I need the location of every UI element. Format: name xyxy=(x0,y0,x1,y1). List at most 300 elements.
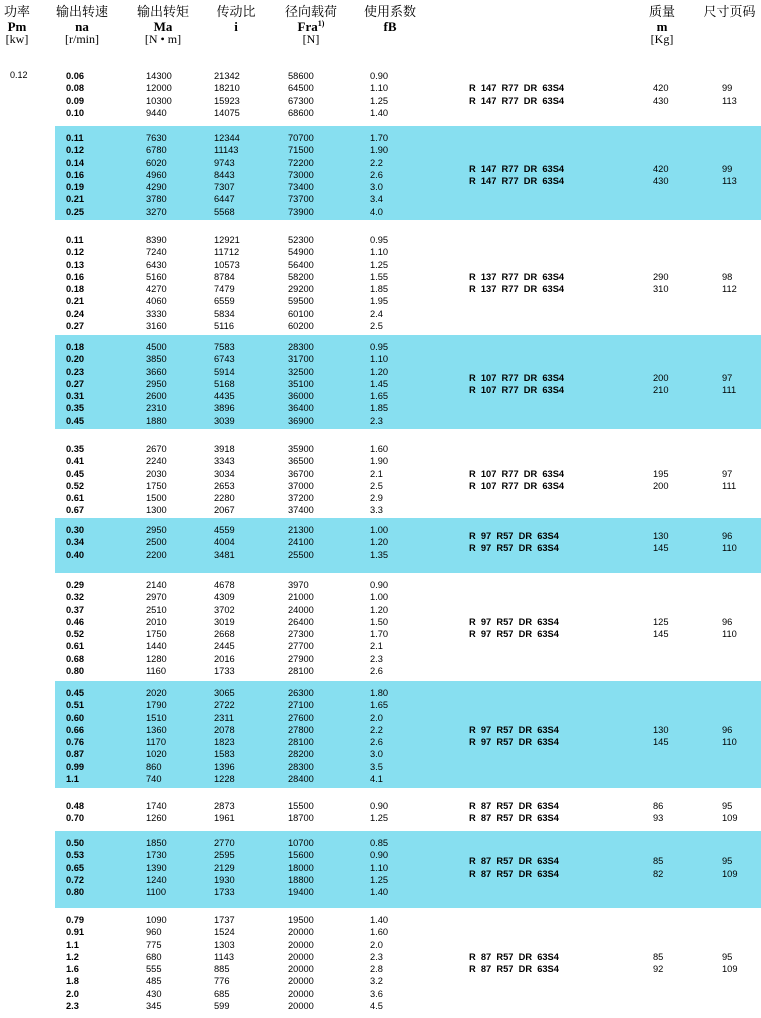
model-cell: R 147 R77 DR 63S4 xyxy=(469,176,565,187)
fb-cell: 0.90 xyxy=(370,801,389,811)
model-cell: R 107 R77 DR 63S4 xyxy=(469,372,565,383)
na-cell: 0.12 xyxy=(66,145,85,156)
na-cell: 0.10 xyxy=(66,107,85,118)
mass-cell: 200 xyxy=(653,480,669,491)
mass-cell: 93 xyxy=(653,813,664,824)
ma-cell: 4500 xyxy=(146,342,167,352)
data-group xyxy=(0,64,761,118)
mass-header xyxy=(640,6,684,46)
model-cell: R 147 R77 DR 63S4 xyxy=(469,83,565,94)
i-cell: 4435 xyxy=(214,391,235,402)
mass-cell: 200 xyxy=(653,372,669,383)
model-cell: R 97 R57 DR 63S4 xyxy=(469,543,559,554)
na-cell: 1.2 xyxy=(66,951,79,962)
ma-column xyxy=(146,914,167,1012)
ma-cell: 1880 xyxy=(146,415,167,426)
page-cell: 113 xyxy=(722,176,737,187)
ma-column xyxy=(146,800,167,825)
na-cell: 0.50 xyxy=(66,838,85,848)
i-column xyxy=(214,687,235,785)
fra-cell: 20000 xyxy=(288,951,314,962)
na-cell: 0.41 xyxy=(66,456,85,467)
data-group xyxy=(55,126,761,220)
mass-cell: 92 xyxy=(653,964,664,975)
model-column xyxy=(469,951,559,976)
na-cell: 0.40 xyxy=(66,549,85,560)
fra-cell: 36900 xyxy=(288,415,314,426)
na-column xyxy=(66,687,84,785)
mass-cell: 195 xyxy=(653,468,669,479)
data-group xyxy=(55,681,761,788)
fb-cell: 1.85 xyxy=(370,284,389,295)
na-cell: 1.8 xyxy=(66,976,79,987)
ma-cell: 2240 xyxy=(146,456,167,467)
page-column xyxy=(722,163,737,188)
na-cell: 0.16 xyxy=(66,271,85,282)
fb-cell: 2.3 xyxy=(370,415,383,426)
ma-cell: 1790 xyxy=(146,700,167,711)
factor-header-label: 使用系数 xyxy=(363,5,416,20)
fb-cell: 1.25 xyxy=(370,813,389,824)
i-cell: 1930 xyxy=(214,874,235,885)
ma-cell: 1280 xyxy=(146,653,167,664)
fb-cell: 1.20 xyxy=(370,537,389,548)
ma-cell: 1750 xyxy=(146,480,167,491)
fra-cell: 60200 xyxy=(288,321,314,332)
speed-header xyxy=(48,6,116,46)
power-header-symbol: Pm xyxy=(7,19,27,34)
fra-cell: 64500 xyxy=(288,83,314,94)
i-cell: 3343 xyxy=(214,456,235,467)
fra-cell: 15500 xyxy=(288,801,314,811)
ma-cell: 1360 xyxy=(146,724,167,735)
na-cell: 0.80 xyxy=(66,666,85,677)
fb-cell: 1.65 xyxy=(370,391,389,402)
i-cell: 5116 xyxy=(214,321,234,332)
speed-header-label: 输出转速 xyxy=(55,5,108,20)
ma-cell: 1240 xyxy=(146,874,167,885)
na-cell: 0.68 xyxy=(66,653,85,664)
ma-cell: 2020 xyxy=(146,688,167,698)
i-cell: 1396 xyxy=(214,761,235,772)
fb-cell: 1.40 xyxy=(370,915,389,925)
page-header xyxy=(698,6,761,20)
ma-column xyxy=(146,234,167,332)
i-cell: 5834 xyxy=(214,308,235,319)
page-cell: 112 xyxy=(722,284,737,295)
mass-cell: 430 xyxy=(653,95,669,106)
model-cell: R 87 R57 DR 63S4 xyxy=(469,951,559,962)
na-cell: 0.20 xyxy=(66,354,85,365)
model-cell: R 97 R57 DR 63S4 xyxy=(469,724,559,735)
i-cell: 685 xyxy=(214,988,230,999)
model-cell: R 87 R57 DR 63S4 xyxy=(469,856,559,867)
ma-cell: 4060 xyxy=(146,296,167,307)
ma-cell: 1160 xyxy=(146,666,166,677)
ratio-header-symbol: i xyxy=(234,19,238,34)
fra-cell: 36500 xyxy=(288,456,314,467)
fb-cell: 1.55 xyxy=(370,271,389,282)
mass-column xyxy=(653,724,669,749)
i-cell: 18210 xyxy=(214,83,240,94)
page-cell: 99 xyxy=(722,83,733,94)
data-group xyxy=(0,573,761,675)
page-cell: 96 xyxy=(722,724,733,735)
i-cell: 3702 xyxy=(214,604,235,615)
na-cell: 0.21 xyxy=(66,194,85,205)
fb-column xyxy=(370,914,388,1012)
i-cell: 4678 xyxy=(214,580,235,590)
fb-cell: 2.3 xyxy=(370,951,383,962)
model-cell: R 137 R77 DR 63S4 xyxy=(469,271,565,282)
fra-cell: 73000 xyxy=(288,169,314,180)
i-cell: 6447 xyxy=(214,194,235,205)
na-cell: 0.35 xyxy=(66,444,85,454)
page-cell: 110 xyxy=(722,629,737,640)
fra-cell: 72200 xyxy=(288,157,314,168)
ma-cell: 14300 xyxy=(146,71,172,81)
i-cell: 10573 xyxy=(214,259,240,270)
mass-cell: 210 xyxy=(653,385,669,396)
data-group xyxy=(55,831,761,908)
i-cell: 1303 xyxy=(214,939,235,950)
mass-column xyxy=(653,855,663,880)
i-cell: 1733 xyxy=(214,887,235,898)
mass-column xyxy=(653,372,669,397)
fra-column xyxy=(288,70,314,119)
fb-cell: 4.1 xyxy=(370,774,383,785)
mass-cell: 82 xyxy=(653,868,664,879)
na-cell: 0.11 xyxy=(66,133,84,143)
i-cell: 3896 xyxy=(214,403,235,414)
ma-column xyxy=(146,443,167,517)
ma-cell: 5160 xyxy=(146,271,167,282)
i-cell: 2016 xyxy=(214,653,235,664)
ma-cell: 2670 xyxy=(146,444,167,454)
data-group xyxy=(0,794,761,831)
i-cell: 885 xyxy=(214,964,230,975)
page-column xyxy=(722,530,737,555)
fra-column xyxy=(288,341,314,427)
i-cell: 4004 xyxy=(214,537,235,548)
na-cell: 0.52 xyxy=(66,480,85,491)
fb-column xyxy=(370,579,388,677)
fra-cell: 27900 xyxy=(288,653,314,664)
ma-cell: 2010 xyxy=(146,616,167,627)
na-cell: 0.52 xyxy=(66,629,85,640)
i-cell: 2129 xyxy=(214,862,235,873)
fra-cell: 25500 xyxy=(288,549,314,560)
na-cell: 0.34 xyxy=(66,537,85,548)
fb-column xyxy=(370,341,388,427)
ma-cell: 430 xyxy=(146,988,162,999)
mass-column xyxy=(653,800,663,825)
mass-cell: 145 xyxy=(653,629,669,640)
fra-cell: 15600 xyxy=(288,850,314,861)
ma-column xyxy=(146,341,167,427)
ma-cell: 10300 xyxy=(146,95,172,106)
fra-column xyxy=(288,687,314,785)
mass-column xyxy=(653,163,669,188)
ma-cell: 680 xyxy=(146,951,162,962)
i-cell: 4309 xyxy=(214,592,235,603)
na-cell: 0.23 xyxy=(66,366,85,377)
i-cell: 1228 xyxy=(214,774,235,785)
i-cell: 5568 xyxy=(214,206,235,217)
mass-cell: 430 xyxy=(653,176,669,187)
fra-cell: 20000 xyxy=(288,988,314,999)
na-cell: 0.11 xyxy=(66,235,84,245)
ma-cell: 6430 xyxy=(146,259,167,270)
fb-cell: 3.0 xyxy=(370,182,383,193)
fra-cell: 20000 xyxy=(288,927,314,938)
i-cell: 3065 xyxy=(214,688,235,698)
radial-header xyxy=(278,6,344,46)
page-cell: 98 xyxy=(722,271,733,282)
fb-cell: 1.00 xyxy=(370,592,389,603)
na-cell: 0.48 xyxy=(66,801,85,811)
ma-cell: 3330 xyxy=(146,308,167,319)
power-header-label: 功率 xyxy=(3,5,30,20)
i-column xyxy=(214,341,235,427)
fb-cell: 4.0 xyxy=(370,206,383,217)
na-cell: 0.99 xyxy=(66,761,85,772)
fb-cell: 0.85 xyxy=(370,838,389,848)
na-column xyxy=(66,443,84,517)
i-cell: 4559 xyxy=(214,525,235,535)
model-cell: R 97 R57 DR 63S4 xyxy=(469,616,559,627)
mass-cell: 125 xyxy=(653,616,669,627)
na-cell: 0.08 xyxy=(66,83,85,94)
ma-cell: 860 xyxy=(146,761,162,772)
fb-cell: 3.0 xyxy=(370,749,383,760)
fra-cell: 27300 xyxy=(288,629,314,640)
fra-cell: 37000 xyxy=(288,480,314,491)
i-cell: 2067 xyxy=(214,505,235,516)
fra-cell: 20000 xyxy=(288,964,314,975)
fra-cell: 18700 xyxy=(288,813,314,824)
ma-cell: 1260 xyxy=(146,813,167,824)
page-cell: 111 xyxy=(722,385,737,396)
na-cell: 0.35 xyxy=(66,403,85,414)
i-column xyxy=(214,234,240,332)
fb-cell: 2.4 xyxy=(370,308,383,319)
fb-cell: 2.8 xyxy=(370,964,383,975)
na-cell: 0.32 xyxy=(66,592,85,603)
i-cell: 9743 xyxy=(214,157,235,168)
i-cell: 7583 xyxy=(214,342,235,352)
ma-cell: 3850 xyxy=(146,354,167,365)
fb-cell: 1.40 xyxy=(370,107,389,118)
ma-cell: 2600 xyxy=(146,391,167,402)
i-cell: 6559 xyxy=(214,296,235,307)
fra-cell: 58600 xyxy=(288,71,314,81)
mass-cell: 85 xyxy=(653,856,664,867)
fra-cell: 73400 xyxy=(288,182,314,193)
fra-cell: 35100 xyxy=(288,378,314,389)
na-cell: 0.19 xyxy=(66,182,85,193)
ma-cell: 775 xyxy=(146,939,162,950)
na-cell: 0.51 xyxy=(66,700,85,711)
page-cell: 111 xyxy=(722,480,737,491)
ma-cell: 12000 xyxy=(146,83,172,94)
na-cell: 0.72 xyxy=(66,874,85,885)
ma-cell: 6780 xyxy=(146,145,167,156)
i-cell: 21342 xyxy=(214,71,240,81)
fra-cell: 59500 xyxy=(288,296,314,307)
data-group xyxy=(0,908,761,1018)
fb-cell: 0.95 xyxy=(370,235,389,245)
mass-column xyxy=(653,468,669,493)
ma-column xyxy=(146,132,167,218)
mass-column xyxy=(653,616,669,641)
fb-column xyxy=(370,234,388,332)
fb-cell: 1.35 xyxy=(370,549,389,560)
i-cell: 2280 xyxy=(214,493,235,504)
fra-cell: 60100 xyxy=(288,308,314,319)
i-cell: 776 xyxy=(214,976,230,987)
i-cell: 5914 xyxy=(214,366,235,377)
factor-header-symbol: fB xyxy=(383,19,397,34)
fra-cell: 56400 xyxy=(288,259,314,270)
page-column xyxy=(722,855,738,880)
i-column xyxy=(214,837,235,898)
ma-cell: 3160 xyxy=(146,321,167,332)
fra-cell: 21300 xyxy=(288,525,314,535)
fra-cell: 26300 xyxy=(288,688,314,698)
fb-column xyxy=(370,524,388,561)
power-header xyxy=(0,6,34,46)
fb-cell: 2.2 xyxy=(370,157,383,168)
mass-cell: 290 xyxy=(653,271,669,282)
fra-cell: 73900 xyxy=(288,206,314,217)
ma-column xyxy=(146,70,172,119)
i-cell: 8443 xyxy=(214,169,235,180)
model-column xyxy=(469,724,559,749)
fb-cell: 1.80 xyxy=(370,688,389,698)
fra-cell: 19500 xyxy=(288,915,314,925)
fb-cell: 2.9 xyxy=(370,493,383,504)
fb-cell: 2.1 xyxy=(370,468,383,479)
fb-cell: 1.50 xyxy=(370,616,389,627)
na-cell: 1.6 xyxy=(66,964,79,975)
i-cell: 3019 xyxy=(214,616,235,627)
fra-cell: 68600 xyxy=(288,107,314,118)
torque-header-symbol: Ma xyxy=(153,19,173,34)
page-column xyxy=(722,951,738,976)
model-column xyxy=(469,800,559,825)
fb-cell: 2.0 xyxy=(370,712,383,723)
fra-cell: 28400 xyxy=(288,774,314,785)
na-cell: 0.30 xyxy=(66,525,85,535)
fra-cell: 10700 xyxy=(288,838,314,848)
fra-cell: 28200 xyxy=(288,749,314,760)
ma-cell: 1300 xyxy=(146,505,167,516)
fra-cell: 29200 xyxy=(288,284,314,295)
ma-cell: 3780 xyxy=(146,194,167,205)
model-cell: R 107 R77 DR 63S4 xyxy=(469,468,565,479)
fb-cell: 1.10 xyxy=(370,354,389,365)
model-cell: R 97 R57 DR 63S4 xyxy=(469,737,559,748)
page-column xyxy=(722,468,736,493)
i-cell: 8784 xyxy=(214,271,235,282)
na-cell: 0.46 xyxy=(66,616,85,627)
fb-cell: 3.3 xyxy=(370,505,383,516)
model-cell: R 87 R57 DR 63S4 xyxy=(469,964,559,975)
mass-column xyxy=(653,82,669,107)
factor-header xyxy=(358,6,422,33)
ma-cell: 960 xyxy=(146,927,162,938)
fb-cell: 1.85 xyxy=(370,403,389,414)
fb-cell: 1.95 xyxy=(370,296,389,307)
fb-cell: 0.90 xyxy=(370,850,389,861)
data-group xyxy=(0,437,761,516)
fb-column xyxy=(370,800,388,825)
i-cell: 11712 xyxy=(214,247,240,258)
fra-cell: 36700 xyxy=(288,468,314,479)
i-cell: 2873 xyxy=(214,801,235,811)
fra-cell: 18800 xyxy=(288,874,314,885)
fra-cell: 20000 xyxy=(288,976,314,987)
i-cell: 1524 xyxy=(214,927,235,938)
na-cell: 0.45 xyxy=(66,415,85,426)
ma-cell: 2310 xyxy=(146,403,167,414)
i-cell: 3039 xyxy=(214,415,235,426)
ma-cell: 3270 xyxy=(146,206,167,217)
ma-cell: 9440 xyxy=(146,107,167,118)
model-cell: R 97 R57 DR 63S4 xyxy=(469,629,559,640)
fra-cell: 32500 xyxy=(288,366,314,377)
na-cell: 0.16 xyxy=(66,169,85,180)
page-column xyxy=(722,800,738,825)
ma-cell: 4270 xyxy=(146,284,167,295)
fb-cell: 2.0 xyxy=(370,939,383,950)
ratio-header xyxy=(210,6,262,33)
fb-cell: 2.6 xyxy=(370,737,383,748)
fb-column xyxy=(370,70,388,119)
i-cell: 1737 xyxy=(214,915,235,925)
model-column xyxy=(469,616,559,641)
torque-header-label: 输出转矩 xyxy=(136,5,189,20)
i-cell: 12921 xyxy=(214,235,240,245)
fra-column xyxy=(288,914,314,1012)
fra-cell: 24100 xyxy=(288,537,314,548)
na-cell: 0.14 xyxy=(66,157,85,168)
ma-cell: 345 xyxy=(146,1001,162,1012)
ma-cell: 2200 xyxy=(146,549,167,560)
fra-cell: 73700 xyxy=(288,194,314,205)
na-cell: 0.45 xyxy=(66,688,85,698)
model-column xyxy=(469,163,564,188)
fb-cell: 3.6 xyxy=(370,988,383,999)
page-cell: 109 xyxy=(722,868,738,879)
fb-cell: 1.60 xyxy=(370,927,389,938)
i-cell: 1583 xyxy=(214,749,235,760)
ma-cell: 2030 xyxy=(146,468,167,479)
model-column xyxy=(469,530,559,555)
na-column xyxy=(66,914,84,1012)
na-cell: 0.87 xyxy=(66,749,85,760)
fb-cell: 1.20 xyxy=(370,604,389,615)
na-column xyxy=(66,70,84,119)
fra-cell: 27100 xyxy=(288,700,314,711)
fra-cell: 28300 xyxy=(288,761,314,772)
na-column xyxy=(66,234,84,332)
ma-cell: 1090 xyxy=(146,915,167,925)
na-column xyxy=(66,800,84,825)
ma-cell: 1440 xyxy=(146,641,167,652)
model-cell: R 107 R77 DR 63S4 xyxy=(469,480,565,491)
